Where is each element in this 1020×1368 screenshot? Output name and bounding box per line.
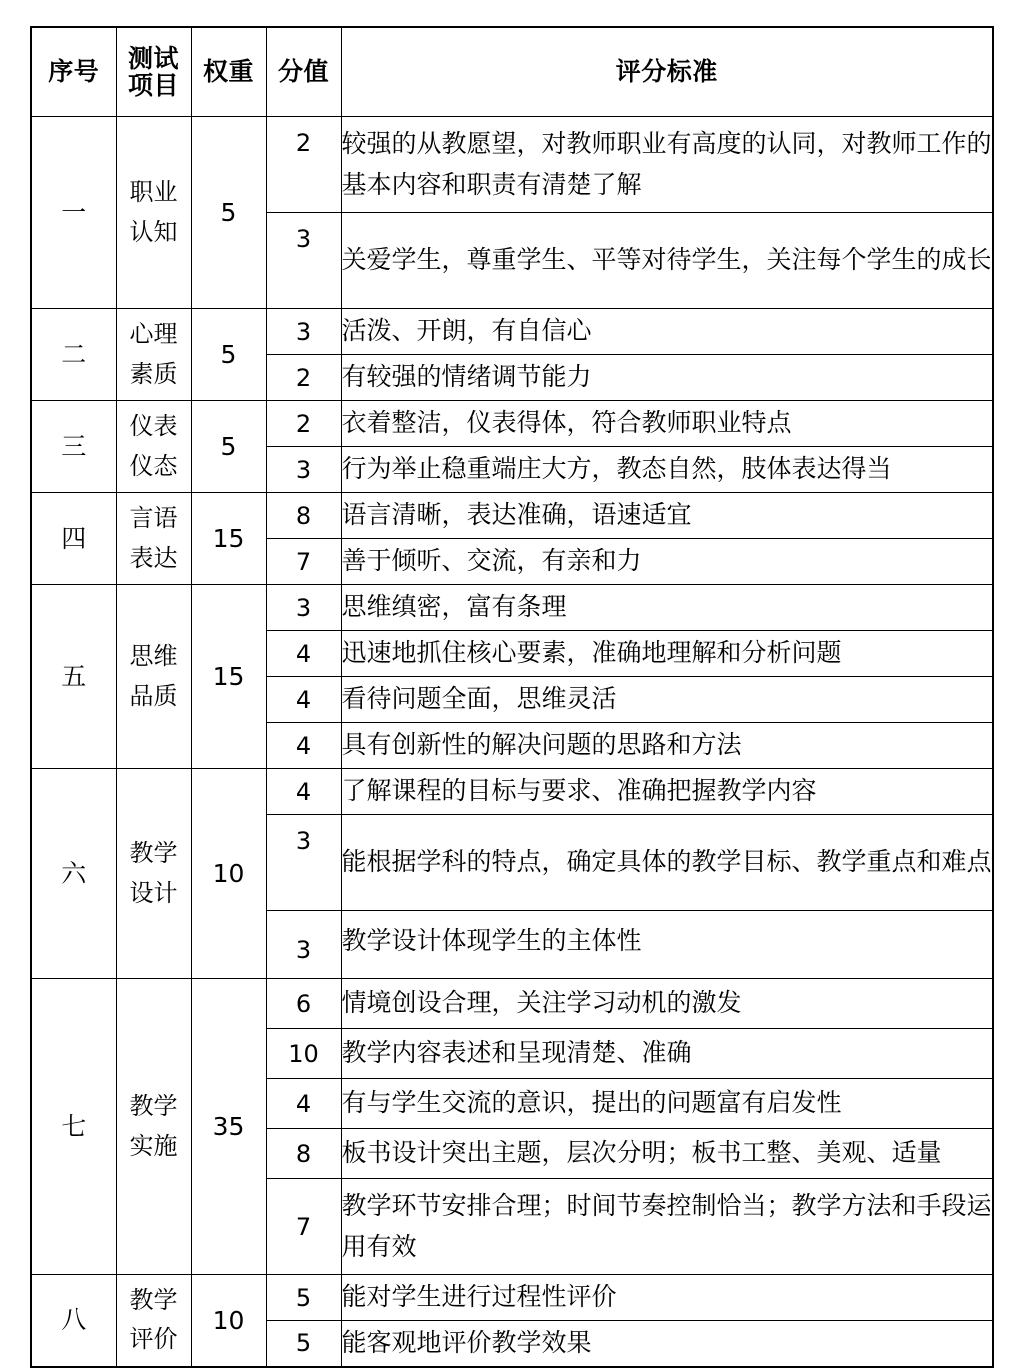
cell-score-value: 4 [266, 631, 341, 677]
table-body [31, 117, 993, 1367]
cell-criteria-text: 衣着整洁，仪表得体，符合教师职业特点 [341, 401, 993, 447]
cell-criteria-text: 板书设计突出主题，层次分明；板书工整、美观、适量 [341, 1129, 993, 1179]
cell-sequence-number: 五 [31, 585, 116, 769]
cell-score-value: 4 [266, 723, 341, 769]
test-item-line2: 仪态 [129, 451, 178, 480]
cell-score-value: 3 [266, 585, 341, 631]
cell-test-item [116, 769, 191, 979]
table-row [31, 117, 993, 213]
test-item-line2: 设计 [129, 878, 178, 907]
cell-score-value: 5 [266, 1275, 341, 1321]
cell-score-value: 3 [266, 309, 341, 355]
cell-criteria-text: 关爱学生，尊重学生、平等对待学生，关注每个学生的成长 [341, 213, 993, 309]
cell-test-item [116, 1275, 191, 1367]
column-header-score: 分值 [266, 27, 341, 117]
column-header-weight: 权重 [191, 27, 266, 117]
cell-criteria-text: 情境创设合理，关注学习动机的激发 [341, 979, 993, 1029]
table-row [31, 309, 993, 355]
cell-sequence-number: 四 [31, 493, 116, 585]
test-item-line1: 言语 [129, 503, 178, 532]
cell-score-value: 4 [266, 677, 341, 723]
cell-score-value: 4 [266, 769, 341, 815]
cell-weight: 5 [191, 401, 266, 493]
test-item-line2: 素质 [129, 359, 178, 388]
cell-score-value: 7 [266, 1179, 341, 1275]
cell-criteria-text: 行为举止稳重端庄大方，教态自然，肢体表达得当 [341, 447, 993, 493]
cell-criteria-text: 了解课程的目标与要求、准确把握教学内容 [341, 769, 993, 815]
cell-score-value: 2 [266, 355, 341, 401]
cell-sequence-number: 六 [31, 769, 116, 979]
cell-weight: 10 [191, 1275, 266, 1367]
cell-weight: 35 [191, 979, 266, 1275]
cell-test-item [116, 585, 191, 769]
cell-criteria-text: 能客观地评价教学效果 [341, 1321, 993, 1367]
cell-test-item [116, 493, 191, 585]
cell-criteria-text: 教学设计体现学生的主体性 [341, 911, 993, 979]
cell-weight: 10 [191, 769, 266, 979]
cell-score-value: 3 [266, 911, 341, 979]
table-row [31, 769, 993, 815]
cell-score-value: 2 [266, 401, 341, 447]
cell-score-value: 5 [266, 1321, 341, 1367]
cell-test-item [116, 401, 191, 493]
cell-score-value: 8 [266, 1129, 341, 1179]
cell-score-value: 3 [266, 815, 341, 911]
cell-weight: 15 [191, 493, 266, 585]
cell-criteria-text: 能根据学科的特点，确定具体的教学目标、教学重点和难点 [341, 815, 993, 911]
test-item-line1: 思维 [129, 641, 178, 670]
cell-score-value: 8 [266, 493, 341, 539]
cell-test-item [116, 309, 191, 401]
cell-score-value: 4 [266, 1079, 341, 1129]
test-item-line1: 仪表 [129, 411, 178, 440]
table-row [31, 979, 993, 1029]
cell-score-value: 3 [266, 447, 341, 493]
cell-sequence-number: 二 [31, 309, 116, 401]
header-row [31, 27, 993, 117]
cell-weight: 5 [191, 117, 266, 309]
scoring-rubric-table [30, 26, 994, 1368]
cell-test-item [116, 979, 191, 1275]
table-row [31, 585, 993, 631]
cell-criteria-text: 教学环节安排合理；时间节奏控制恰当；教学方法和手段运用有效 [341, 1179, 993, 1275]
test-item-line2: 认知 [129, 217, 178, 246]
column-header-item-line2: 项目 [127, 71, 179, 100]
cell-score-value: 10 [266, 1029, 341, 1079]
cell-score-value: 7 [266, 539, 341, 585]
cell-score-value: 2 [266, 117, 341, 213]
test-item-line1: 心理 [129, 319, 178, 348]
table-row [31, 493, 993, 539]
cell-criteria-text: 具有创新性的解决问题的思路和方法 [341, 723, 993, 769]
cell-sequence-number: 八 [31, 1275, 116, 1367]
cell-criteria-text: 教学内容表述和呈现清楚、准确 [341, 1029, 993, 1079]
cell-score-value: 6 [266, 979, 341, 1029]
test-item-line2: 表达 [129, 543, 178, 572]
test-item-line2: 实施 [129, 1131, 178, 1160]
cell-score-value: 3 [266, 213, 341, 309]
cell-weight: 15 [191, 585, 266, 769]
test-item-line2: 品质 [129, 681, 178, 710]
table-row [31, 401, 993, 447]
cell-sequence-number: 七 [31, 979, 116, 1275]
test-item-line1: 职业 [129, 177, 178, 206]
column-header-item-line1: 测试 [127, 43, 179, 73]
cell-criteria-text: 看待问题全面，思维灵活 [341, 677, 993, 723]
column-header-criteria: 评分标准 [341, 27, 993, 117]
test-item-line1: 教学 [129, 838, 178, 867]
cell-criteria-text: 思维缜密，富有条理 [341, 585, 993, 631]
cell-criteria-text: 能对学生进行过程性评价 [341, 1275, 993, 1321]
test-item-line2: 评价 [129, 1325, 178, 1354]
cell-test-item [116, 117, 191, 309]
cell-criteria-text: 有较强的情绪调节能力 [341, 355, 993, 401]
cell-criteria-text: 善于倾听、交流，有亲和力 [341, 539, 993, 585]
column-header-no: 序号 [31, 27, 116, 117]
test-item-line1: 教学 [129, 1091, 178, 1120]
cell-criteria-text: 迅速地抓住核心要素，准确地理解和分析问题 [341, 631, 993, 677]
cell-sequence-number: 一 [31, 117, 116, 309]
cell-criteria-text: 有与学生交流的意识，提出的问题富有启发性 [341, 1079, 993, 1129]
test-item-line1: 教学 [129, 1285, 178, 1314]
cell-weight: 5 [191, 309, 266, 401]
table-header [31, 27, 993, 117]
table-row [31, 1275, 993, 1321]
cell-criteria-text: 活泼、开朗，有自信心 [341, 309, 993, 355]
cell-criteria-text: 语言清晰，表达准确，语速适宜 [341, 493, 993, 539]
column-header-item [116, 27, 191, 117]
cell-sequence-number: 三 [31, 401, 116, 493]
cell-criteria-text: 较强的从教愿望，对教师职业有高度的认同，对教师工作的基本内容和职责有清楚了解 [341, 117, 993, 213]
